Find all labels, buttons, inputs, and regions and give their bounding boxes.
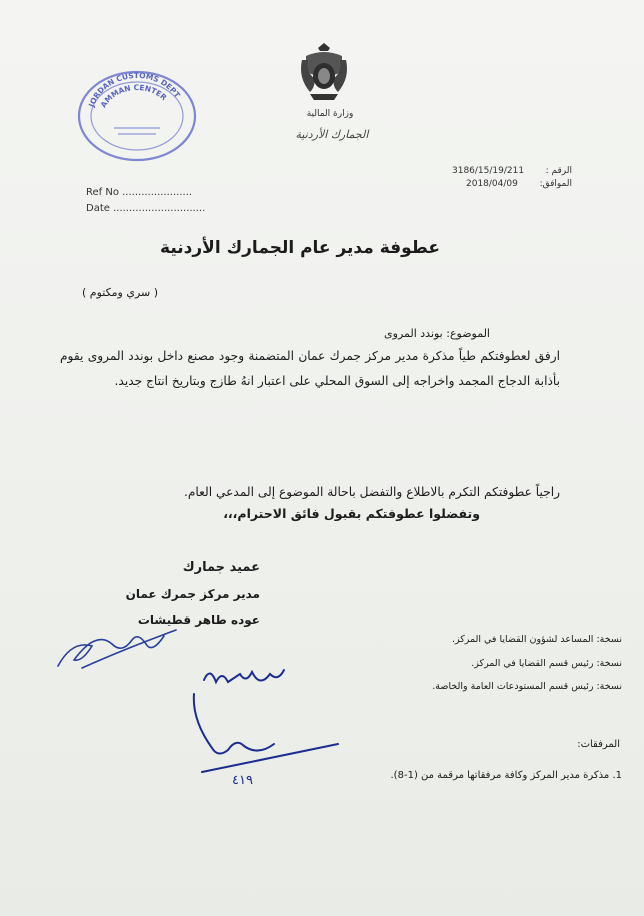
attachment-item-1: 1. مذكرة مدير المركز وكافة مرفقاتها مرقمة من (1-8). [390,770,622,781]
jordan-coat-of-arms-icon [296,42,352,104]
reference-number-label: الرقم : [545,166,572,176]
reference-number-block [452,165,572,191]
reference-number-value: 3186/15/19/211 [452,166,525,176]
classification-label: ( سري ومكتوم ) [81,286,159,299]
department-name: الجمارك الأردنية [295,128,369,141]
signatory-role: مدير مركز جمرك عمان [125,587,260,601]
customs-stamp [74,68,200,164]
attachments-heading: المرفقات: [577,739,620,750]
reference-date-label: الموافق: [539,179,572,189]
stamp-line-1: JORDAN CUSTOMS DEPT [86,70,182,109]
letter-subject: الموضوع: بوندد المروى [384,327,490,340]
ministry-name: وزارة المالية [306,109,354,119]
stamp-line-0: AMMAN CENTER [98,82,169,110]
reference-date-value: 2018/04/09 [466,179,518,189]
copy-line-1: نسخة: المساعد لشؤون القضايا في المركز. [451,634,622,645]
copy-line-3: نسخة: رئيس قسم المستودعات العامة والخاصة. [432,681,622,692]
handwritten-signature [52,610,182,676]
letter-paragraph-2: راجياً عطوفتكم التكرم بالاطلاع والتفضل باحالة الموضوع إلى المدعي العام. [184,485,560,499]
ref-no-line: Ref No ...................... [86,187,193,198]
annotation-number: ٤١٩ [232,773,253,788]
signatory-name: عوده طاهر قطيشات [137,613,260,627]
letter-addressee: عطوفة مدير عام الجمارك الأردنية [160,238,440,258]
date-line: Date ............................. [86,203,206,214]
letter-closing: وتفضلوا عطوفتكم بقبول فائق الاحترام،،، [223,506,480,521]
copy-line-2: نسخة: رئيس قسم القضايا في المركز. [471,658,622,669]
letter-paragraph-1: ارفق لعطوفتكم طياً مذكرة مدير مركز جمرك عمان المتضمنة وجود مصنع داخل بوندد المروى يقوم بأذابة الدجاج المجمد واخراجه إلى السوق المحلي على اعتبار انهُ طازج وبتاريخ انتاج جديد. [60,349,560,388]
signatory-rank: عميد جمارك [182,560,260,575]
